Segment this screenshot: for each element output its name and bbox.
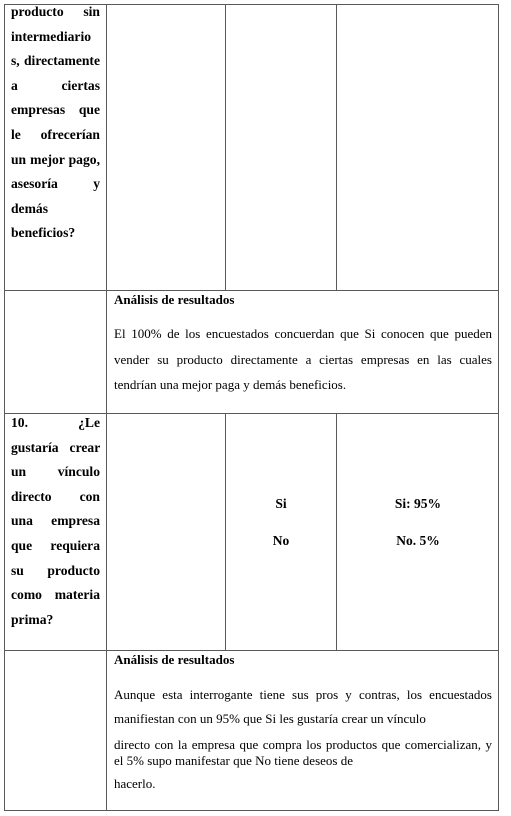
- question-line: su producto: [11, 562, 100, 578]
- analysis-heading: Análisis de resultados: [114, 652, 235, 667]
- column-divider: [336, 4, 337, 290]
- question-line: y demás: [11, 176, 100, 216]
- question-line: un mejor: [11, 151, 65, 167]
- option-no: No: [272, 533, 290, 548]
- column-divider: [106, 4, 107, 811]
- question-line: beneficios?: [11, 225, 76, 241]
- question-line: 10. ¿Le: [11, 415, 100, 430]
- question-line: intermediario: [11, 28, 92, 44]
- column-divider: [225, 413, 226, 650]
- question-line: producto sin: [11, 4, 100, 19]
- question-line: que requiera: [11, 537, 100, 553]
- analysis-heading: Análisis de resultados: [114, 292, 235, 307]
- question-line: s,: [11, 53, 20, 69]
- result-yes: Si: 95%: [394, 496, 442, 511]
- question-line: a ciertas: [11, 77, 100, 93]
- question-line: prima?: [11, 611, 54, 627]
- option-yes: Si: [275, 496, 287, 511]
- question-line: le ofrecerían: [11, 126, 100, 142]
- question-line: directamente: [24, 53, 100, 69]
- column-divider: [225, 4, 226, 290]
- row-divider: [4, 290, 499, 291]
- result-no: No. 5%: [396, 533, 440, 548]
- question-line: un vínculo: [11, 464, 100, 480]
- analysis-text-part1: Aunque esta interrogante tiene sus pros y contras, los encuestados manifiestan con un 95% que Si les gustaría crear un vínculo: [114, 687, 492, 726]
- analysis-text-part3: hacerlo.: [114, 776, 156, 791]
- row-divider: [4, 650, 499, 651]
- question-line: directo con: [11, 488, 100, 504]
- question-line: empresas que: [11, 102, 100, 118]
- question-cell: [11, 0, 100, 246]
- analysis-text-part2: directo con la empresa que compra los productos que comercializan, y el 5% supo manifestar que No tiene deseos de: [114, 737, 492, 768]
- question-line: pago, asesoría: [11, 151, 100, 192]
- column-divider: [336, 413, 337, 650]
- question-cell: [11, 411, 100, 632]
- question-line: gustaría crear: [11, 439, 100, 455]
- question-line: como materia: [11, 587, 100, 603]
- analysis-text: El 100% de los encuestados concuerdan que Si conocen que pueden vender su producto directamente a ciertas empresas en las cuales tendrían una mejor paga y demás beneficios.: [114, 326, 492, 392]
- question-line: una empresa: [11, 513, 100, 529]
